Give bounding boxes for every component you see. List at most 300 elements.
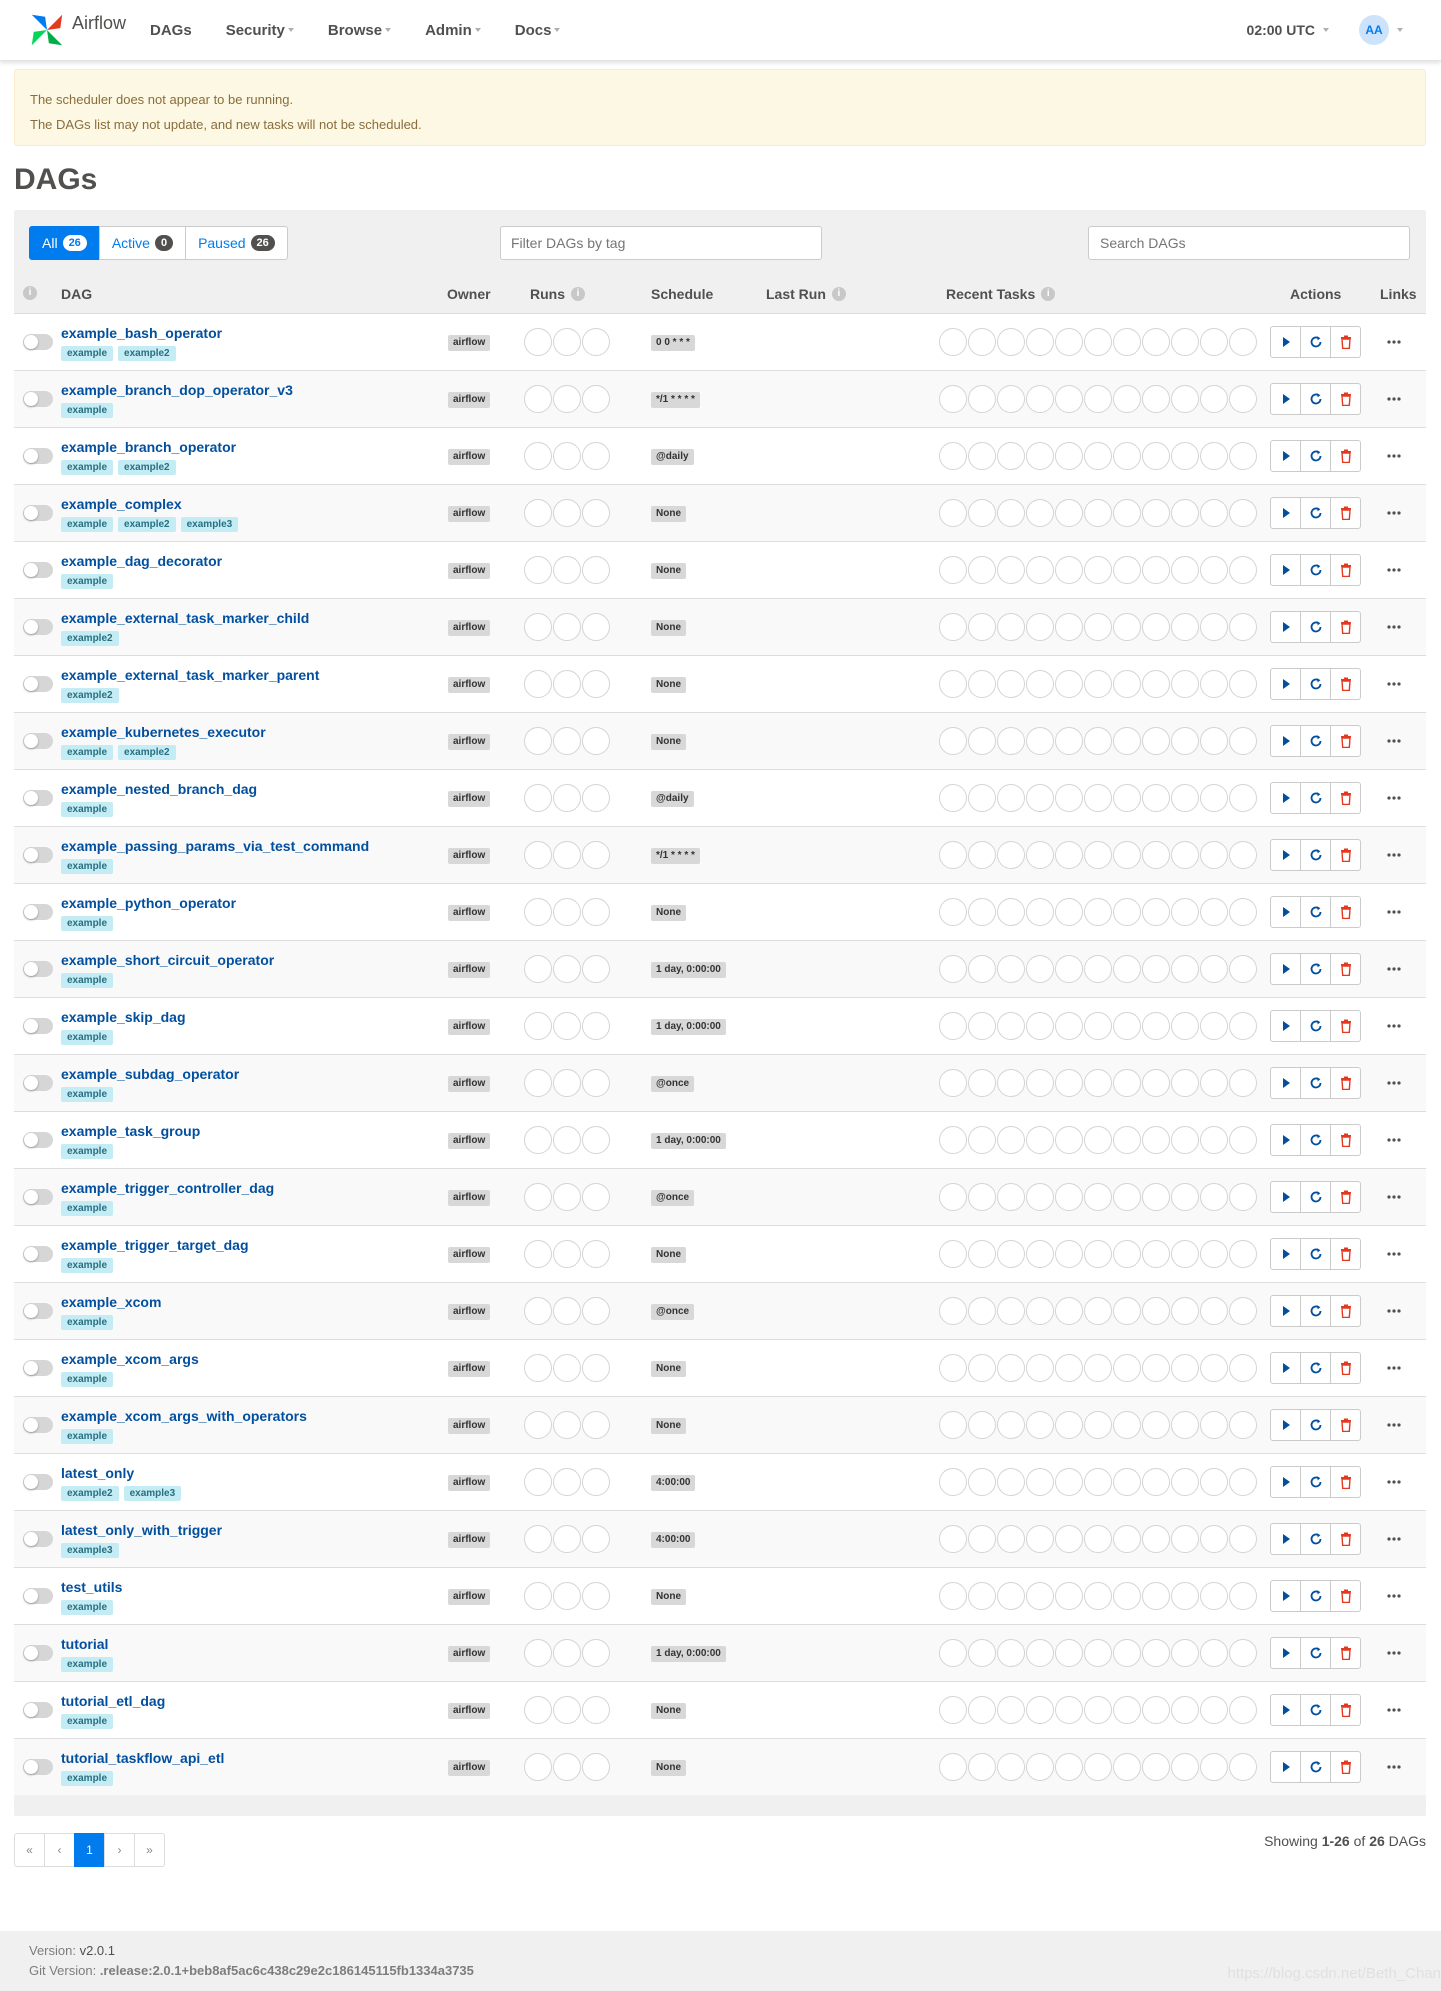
delete-dag-button[interactable] (1330, 839, 1361, 871)
task-state-circle[interactable] (1113, 499, 1141, 527)
trigger-dag-button[interactable] (1270, 839, 1301, 871)
task-state-circle[interactable] (1084, 1183, 1112, 1211)
task-state-circle[interactable] (997, 1525, 1025, 1553)
trigger-dag-button[interactable] (1270, 554, 1301, 586)
pause-toggle[interactable] (23, 904, 53, 920)
run-state-circle[interactable] (553, 1012, 581, 1040)
task-state-circle[interactable] (1200, 1753, 1228, 1781)
dag-link[interactable]: example_trigger_controller_dag (61, 1180, 275, 1196)
task-state-circle[interactable] (1026, 1183, 1054, 1211)
run-state-circle[interactable] (524, 1240, 552, 1268)
tab-all[interactable] (29, 226, 100, 260)
task-state-circle[interactable] (968, 784, 996, 812)
task-state-circle[interactable] (1084, 1297, 1112, 1325)
task-state-circle[interactable] (1113, 1411, 1141, 1439)
task-state-circle[interactable] (1026, 1582, 1054, 1610)
dag-tag[interactable]: example2 (118, 460, 176, 475)
task-state-circle[interactable] (997, 328, 1025, 356)
task-state-circle[interactable] (1084, 727, 1112, 755)
task-state-circle[interactable] (1084, 556, 1112, 584)
task-state-circle[interactable] (997, 499, 1025, 527)
run-state-circle[interactable] (553, 1753, 581, 1781)
task-state-circle[interactable] (1055, 1411, 1083, 1439)
task-state-circle[interactable] (1229, 1297, 1257, 1325)
links-menu-button[interactable] (1384, 1016, 1404, 1036)
task-state-circle[interactable] (1171, 1354, 1199, 1382)
dag-link[interactable]: example_complex (61, 496, 182, 512)
task-state-circle[interactable] (939, 328, 967, 356)
task-state-circle[interactable] (1142, 1240, 1170, 1268)
schedule-badge[interactable]: None (651, 734, 686, 750)
dag-link[interactable]: example_nested_branch_dag (61, 781, 258, 797)
task-state-circle[interactable] (1026, 442, 1054, 470)
task-state-circle[interactable] (939, 1354, 967, 1382)
links-menu-button[interactable] (1384, 1073, 1404, 1093)
delete-dag-button[interactable] (1330, 1751, 1361, 1783)
run-state-circle[interactable] (582, 841, 610, 869)
menu-dags[interactable] (150, 22, 192, 39)
task-state-circle[interactable] (1113, 727, 1141, 755)
dag-tag[interactable]: example (61, 1714, 113, 1729)
trigger-dag-button[interactable] (1270, 611, 1301, 643)
task-state-circle[interactable] (1055, 1012, 1083, 1040)
task-state-circle[interactable] (939, 556, 967, 584)
task-state-circle[interactable] (1055, 1525, 1083, 1553)
task-state-circle[interactable] (997, 727, 1025, 755)
task-state-circle[interactable] (939, 898, 967, 926)
run-state-circle[interactable] (553, 1354, 581, 1382)
task-state-circle[interactable] (968, 1069, 996, 1097)
task-state-circle[interactable] (939, 1297, 967, 1325)
task-state-circle[interactable] (1171, 613, 1199, 641)
task-state-circle[interactable] (1113, 1069, 1141, 1097)
info-icon[interactable]: i (23, 286, 37, 300)
task-state-circle[interactable] (1084, 841, 1112, 869)
schedule-badge[interactable]: None (651, 563, 686, 579)
delete-dag-button[interactable] (1330, 896, 1361, 928)
task-state-circle[interactable] (939, 1126, 967, 1154)
dag-tag[interactable]: example (61, 1201, 113, 1216)
run-state-circle[interactable] (582, 1297, 610, 1325)
links-menu-button[interactable] (1384, 1529, 1404, 1549)
dag-tag[interactable]: example (61, 346, 113, 361)
task-state-circle[interactable] (1084, 328, 1112, 356)
run-state-circle[interactable] (553, 385, 581, 413)
run-state-circle[interactable] (582, 955, 610, 983)
task-state-circle[interactable] (1084, 1411, 1112, 1439)
task-state-circle[interactable] (968, 727, 996, 755)
run-state-circle[interactable] (553, 442, 581, 470)
task-state-circle[interactable] (1200, 613, 1228, 641)
task-state-circle[interactable] (939, 670, 967, 698)
task-state-circle[interactable] (1113, 1696, 1141, 1724)
schedule-badge[interactable]: None (651, 506, 686, 522)
task-state-circle[interactable] (939, 613, 967, 641)
task-state-circle[interactable] (997, 1696, 1025, 1724)
task-state-circle[interactable] (1055, 784, 1083, 812)
delete-dag-button[interactable] (1330, 497, 1361, 529)
task-state-circle[interactable] (1026, 1297, 1054, 1325)
links-menu-button[interactable] (1384, 560, 1404, 580)
dag-link[interactable]: example_xcom_args_with_operators (61, 1408, 307, 1424)
task-state-circle[interactable] (968, 955, 996, 983)
links-menu-button[interactable] (1384, 1757, 1404, 1777)
run-state-circle[interactable] (582, 613, 610, 641)
run-state-circle[interactable] (582, 1126, 610, 1154)
schedule-badge[interactable]: None (651, 1760, 686, 1776)
dag-link[interactable]: example_task_group (61, 1123, 201, 1139)
dag-tag[interactable]: example3 (181, 517, 239, 532)
task-state-circle[interactable] (1171, 841, 1199, 869)
run-state-circle[interactable] (524, 442, 552, 470)
links-menu-button[interactable] (1384, 959, 1404, 979)
task-state-circle[interactable] (1171, 1696, 1199, 1724)
dag-tag[interactable]: example (61, 1315, 113, 1330)
page-first-button[interactable]: « (14, 1833, 45, 1867)
dag-tag[interactable]: example (61, 1258, 113, 1273)
task-state-circle[interactable] (1113, 1354, 1141, 1382)
task-state-circle[interactable] (1171, 1753, 1199, 1781)
dag-tag[interactable]: example (61, 1144, 113, 1159)
task-state-circle[interactable] (1026, 1411, 1054, 1439)
tab-paused[interactable] (185, 226, 288, 260)
search-dags-input[interactable] (1088, 226, 1410, 260)
refresh-dag-button[interactable] (1300, 1124, 1331, 1156)
task-state-circle[interactable] (1142, 898, 1170, 926)
run-state-circle[interactable] (582, 1696, 610, 1724)
refresh-dag-button[interactable] (1300, 440, 1331, 472)
dag-link[interactable]: example_python_operator (61, 895, 237, 911)
run-state-circle[interactable] (553, 670, 581, 698)
schedule-badge[interactable]: @once (651, 1076, 694, 1092)
task-state-circle[interactable] (968, 670, 996, 698)
run-state-circle[interactable] (524, 613, 552, 641)
task-state-circle[interactable] (1084, 385, 1112, 413)
trigger-dag-button[interactable] (1270, 383, 1301, 415)
task-state-circle[interactable] (1142, 1696, 1170, 1724)
dag-tag[interactable]: example2 (118, 745, 176, 760)
run-state-circle[interactable] (553, 955, 581, 983)
task-state-circle[interactable] (1026, 1069, 1054, 1097)
schedule-badge[interactable]: None (651, 1418, 686, 1434)
task-state-circle[interactable] (997, 385, 1025, 413)
pause-toggle[interactable] (23, 847, 53, 863)
dag-tag[interactable]: example3 (124, 1486, 182, 1501)
run-state-circle[interactable] (582, 328, 610, 356)
task-state-circle[interactable] (968, 1411, 996, 1439)
pause-toggle[interactable] (23, 1189, 53, 1205)
run-state-circle[interactable] (524, 328, 552, 356)
task-state-circle[interactable] (1142, 727, 1170, 755)
delete-dag-button[interactable] (1330, 1580, 1361, 1612)
task-state-circle[interactable] (968, 841, 996, 869)
task-state-circle[interactable] (1084, 1468, 1112, 1496)
task-state-circle[interactable] (1026, 955, 1054, 983)
task-state-circle[interactable] (1229, 727, 1257, 755)
task-state-circle[interactable] (968, 1753, 996, 1781)
run-state-circle[interactable] (582, 1582, 610, 1610)
task-state-circle[interactable] (1026, 1696, 1054, 1724)
dag-link[interactable]: latest_only_with_trigger (61, 1522, 223, 1538)
task-state-circle[interactable] (1026, 1468, 1054, 1496)
task-state-circle[interactable] (1055, 613, 1083, 641)
task-state-circle[interactable] (1084, 898, 1112, 926)
run-state-circle[interactable] (524, 955, 552, 983)
run-state-circle[interactable] (524, 1639, 552, 1667)
task-state-circle[interactable] (1229, 841, 1257, 869)
run-state-circle[interactable] (524, 727, 552, 755)
run-state-circle[interactable] (524, 1582, 552, 1610)
task-state-circle[interactable] (1026, 1525, 1054, 1553)
task-state-circle[interactable] (1171, 670, 1199, 698)
task-state-circle[interactable] (1142, 328, 1170, 356)
schedule-badge[interactable]: None (651, 620, 686, 636)
task-state-circle[interactable] (1171, 1525, 1199, 1553)
dag-tag[interactable]: example (61, 1030, 113, 1045)
delete-dag-button[interactable] (1330, 1181, 1361, 1213)
refresh-dag-button[interactable] (1300, 1238, 1331, 1270)
menu-browse[interactable] (328, 22, 391, 39)
schedule-badge[interactable]: 4:00:00 (651, 1475, 695, 1491)
task-state-circle[interactable] (1200, 1639, 1228, 1667)
run-state-circle[interactable] (524, 1525, 552, 1553)
th-schedule[interactable]: Schedule (651, 286, 714, 302)
refresh-dag-button[interactable] (1300, 1751, 1331, 1783)
task-state-circle[interactable] (939, 955, 967, 983)
refresh-dag-button[interactable] (1300, 725, 1331, 757)
task-state-circle[interactable] (1084, 1753, 1112, 1781)
run-state-circle[interactable] (582, 1069, 610, 1097)
delete-dag-button[interactable] (1330, 1295, 1361, 1327)
task-state-circle[interactable] (1113, 1012, 1141, 1040)
task-state-circle[interactable] (1055, 1297, 1083, 1325)
schedule-badge[interactable]: 1 day, 0:00:00 (651, 1133, 726, 1149)
run-state-circle[interactable] (553, 556, 581, 584)
delete-dag-button[interactable] (1330, 725, 1361, 757)
dag-link[interactable]: example_skip_dag (61, 1009, 186, 1025)
trigger-dag-button[interactable] (1270, 1067, 1301, 1099)
task-state-circle[interactable] (939, 1696, 967, 1724)
timezone-clock[interactable] (1247, 22, 1329, 38)
task-state-circle[interactable] (1084, 1012, 1112, 1040)
run-state-circle[interactable] (582, 1468, 610, 1496)
refresh-dag-button[interactable] (1300, 326, 1331, 358)
task-state-circle[interactable] (997, 1126, 1025, 1154)
run-state-circle[interactable] (524, 1069, 552, 1097)
task-state-circle[interactable] (1113, 1183, 1141, 1211)
dag-tag[interactable]: example (61, 460, 113, 475)
delete-dag-button[interactable] (1330, 1352, 1361, 1384)
dag-tag[interactable]: example2 (118, 346, 176, 361)
run-state-circle[interactable] (553, 1468, 581, 1496)
task-state-circle[interactable] (1084, 1240, 1112, 1268)
run-state-circle[interactable] (553, 1297, 581, 1325)
links-menu-button[interactable] (1384, 1358, 1404, 1378)
task-state-circle[interactable] (1084, 1582, 1112, 1610)
task-state-circle[interactable] (997, 1297, 1025, 1325)
run-state-circle[interactable] (582, 499, 610, 527)
task-state-circle[interactable] (1026, 1126, 1054, 1154)
run-state-circle[interactable] (524, 1126, 552, 1154)
task-state-circle[interactable] (1229, 1582, 1257, 1610)
task-state-circle[interactable] (1113, 1126, 1141, 1154)
refresh-dag-button[interactable] (1300, 1580, 1331, 1612)
task-state-circle[interactable] (939, 1468, 967, 1496)
delete-dag-button[interactable] (1330, 1523, 1361, 1555)
task-state-circle[interactable] (997, 1468, 1025, 1496)
dag-tag[interactable]: example (61, 1372, 113, 1387)
task-state-circle[interactable] (1229, 556, 1257, 584)
task-state-circle[interactable] (1113, 1582, 1141, 1610)
refresh-dag-button[interactable] (1300, 383, 1331, 415)
task-state-circle[interactable] (1142, 556, 1170, 584)
task-state-circle[interactable] (1200, 1582, 1228, 1610)
task-state-circle[interactable] (997, 955, 1025, 983)
task-state-circle[interactable] (997, 1411, 1025, 1439)
run-state-circle[interactable] (553, 1582, 581, 1610)
task-state-circle[interactable] (1171, 955, 1199, 983)
delete-dag-button[interactable] (1330, 1067, 1361, 1099)
pause-toggle[interactable] (23, 619, 53, 635)
dag-link[interactable]: latest_only (61, 1465, 135, 1481)
task-state-circle[interactable] (1229, 1753, 1257, 1781)
pause-toggle[interactable] (23, 1645, 53, 1661)
task-state-circle[interactable] (968, 1012, 996, 1040)
task-state-circle[interactable] (1055, 955, 1083, 983)
schedule-badge[interactable]: */1 * * * * (651, 848, 700, 864)
task-state-circle[interactable] (1026, 784, 1054, 812)
info-icon[interactable]: i (571, 287, 585, 301)
trigger-dag-button[interactable] (1270, 1466, 1301, 1498)
run-state-circle[interactable] (553, 784, 581, 812)
task-state-circle[interactable] (1026, 841, 1054, 869)
run-state-circle[interactable] (524, 784, 552, 812)
run-state-circle[interactable] (582, 385, 610, 413)
task-state-circle[interactable] (1142, 1354, 1170, 1382)
page-last-button[interactable]: » (134, 1833, 165, 1867)
task-state-circle[interactable] (1084, 1354, 1112, 1382)
pause-toggle[interactable] (23, 1075, 53, 1091)
pause-toggle[interactable] (23, 334, 53, 350)
run-state-circle[interactable] (553, 898, 581, 926)
task-state-circle[interactable] (1113, 385, 1141, 413)
dag-link[interactable]: example_xcom_args (61, 1351, 199, 1367)
dag-tag[interactable]: example2 (118, 517, 176, 532)
task-state-circle[interactable] (1055, 727, 1083, 755)
run-state-circle[interactable] (553, 499, 581, 527)
schedule-badge[interactable]: None (651, 905, 686, 921)
task-state-circle[interactable] (1229, 1525, 1257, 1553)
run-state-circle[interactable] (582, 1525, 610, 1553)
task-state-circle[interactable] (1055, 499, 1083, 527)
task-state-circle[interactable] (939, 1240, 967, 1268)
run-state-circle[interactable] (582, 1240, 610, 1268)
task-state-circle[interactable] (1229, 613, 1257, 641)
task-state-circle[interactable] (1113, 556, 1141, 584)
task-state-circle[interactable] (1026, 898, 1054, 926)
delete-dag-button[interactable] (1330, 440, 1361, 472)
run-state-circle[interactable] (582, 556, 610, 584)
run-state-circle[interactable] (524, 556, 552, 584)
delete-dag-button[interactable] (1330, 782, 1361, 814)
run-state-circle[interactable] (553, 1126, 581, 1154)
page-next-button[interactable]: › (104, 1833, 135, 1867)
task-state-circle[interactable] (1055, 1183, 1083, 1211)
task-state-circle[interactable] (1084, 784, 1112, 812)
task-state-circle[interactable] (968, 1354, 996, 1382)
task-state-circle[interactable] (1229, 1354, 1257, 1382)
task-state-circle[interactable] (1055, 1639, 1083, 1667)
task-state-circle[interactable] (1171, 1582, 1199, 1610)
task-state-circle[interactable] (939, 1069, 967, 1097)
task-state-circle[interactable] (1113, 784, 1141, 812)
task-state-circle[interactable] (1229, 670, 1257, 698)
task-state-circle[interactable] (1113, 1240, 1141, 1268)
refresh-dag-button[interactable] (1300, 1694, 1331, 1726)
task-state-circle[interactable] (997, 442, 1025, 470)
pause-toggle[interactable] (23, 1018, 53, 1034)
dag-link[interactable]: example_subdag_operator (61, 1066, 240, 1082)
task-state-circle[interactable] (1142, 1753, 1170, 1781)
task-state-circle[interactable] (968, 556, 996, 584)
delete-dag-button[interactable] (1330, 1694, 1361, 1726)
dag-link[interactable]: example_external_task_marker_child (61, 610, 310, 626)
task-state-circle[interactable] (1113, 1525, 1141, 1553)
dag-tag[interactable]: example (61, 745, 113, 760)
task-state-circle[interactable] (1055, 1468, 1083, 1496)
dag-tag[interactable]: example (61, 517, 113, 532)
dag-link[interactable]: test_utils (61, 1579, 123, 1595)
task-state-circle[interactable] (1113, 1468, 1141, 1496)
task-state-circle[interactable] (1200, 727, 1228, 755)
task-state-circle[interactable] (1142, 955, 1170, 983)
task-state-circle[interactable] (1026, 385, 1054, 413)
task-state-circle[interactable] (997, 898, 1025, 926)
links-menu-button[interactable] (1384, 731, 1404, 751)
task-state-circle[interactable] (1200, 1012, 1228, 1040)
pause-toggle[interactable] (23, 562, 53, 578)
refresh-dag-button[interactable] (1300, 1523, 1331, 1555)
task-state-circle[interactable] (939, 1753, 967, 1781)
task-state-circle[interactable] (968, 1183, 996, 1211)
refresh-dag-button[interactable] (1300, 1181, 1331, 1213)
links-menu-button[interactable] (1384, 1700, 1404, 1720)
links-menu-button[interactable] (1384, 788, 1404, 808)
task-state-circle[interactable] (1200, 442, 1228, 470)
trigger-dag-button[interactable] (1270, 953, 1301, 985)
refresh-dag-button[interactable] (1300, 839, 1331, 871)
brand-logo[interactable] (28, 8, 126, 52)
task-state-circle[interactable] (997, 556, 1025, 584)
refresh-dag-button[interactable] (1300, 1466, 1331, 1498)
task-state-circle[interactable] (1026, 727, 1054, 755)
delete-dag-button[interactable] (1330, 1238, 1361, 1270)
task-state-circle[interactable] (1055, 1582, 1083, 1610)
task-state-circle[interactable] (1171, 784, 1199, 812)
trigger-dag-button[interactable] (1270, 1010, 1301, 1042)
task-state-circle[interactable] (1200, 1069, 1228, 1097)
task-state-circle[interactable] (939, 1012, 967, 1040)
task-state-circle[interactable] (1229, 955, 1257, 983)
links-menu-button[interactable] (1384, 1472, 1404, 1492)
dag-link[interactable]: example_xcom (61, 1294, 162, 1310)
links-menu-button[interactable] (1384, 389, 1404, 409)
trigger-dag-button[interactable] (1270, 1124, 1301, 1156)
trigger-dag-button[interactable] (1270, 1580, 1301, 1612)
schedule-badge[interactable]: 4:00:00 (651, 1532, 695, 1548)
dag-tag[interactable]: example (61, 859, 113, 874)
page-prev-button[interactable]: ‹ (44, 1833, 75, 1867)
